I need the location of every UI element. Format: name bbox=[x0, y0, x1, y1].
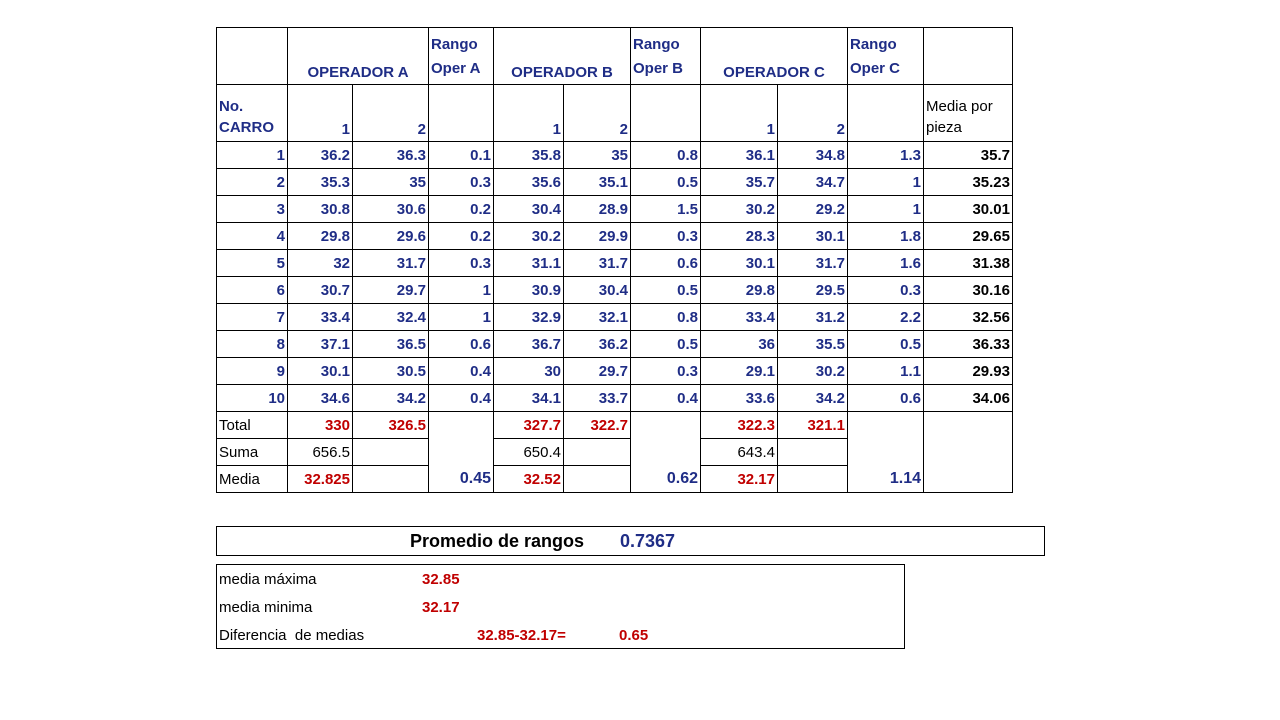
header-b-trial-2: 2 bbox=[564, 85, 631, 142]
cell-b1: 35.8 bbox=[494, 142, 564, 169]
cell-range-a: 0.4 bbox=[429, 358, 494, 385]
cell-a1: 37.1 bbox=[288, 331, 353, 358]
cell-c2: 30.2 bbox=[778, 358, 848, 385]
rango-promedio-b: 0.62 bbox=[631, 412, 701, 493]
suma-b-blank bbox=[564, 439, 631, 466]
table-row bbox=[217, 142, 1013, 169]
media-minima-value: 32.17 bbox=[422, 599, 460, 616]
cell-a1: 32 bbox=[288, 250, 353, 277]
cell-media: 30.01 bbox=[924, 196, 1013, 223]
cell-range-a: 0.6 bbox=[429, 331, 494, 358]
header-row-operators bbox=[217, 28, 1013, 85]
header-media-por-pieza: Media por pieza bbox=[924, 85, 1013, 142]
cell-a2: 34.2 bbox=[353, 385, 429, 412]
cell-c2: 30.1 bbox=[778, 223, 848, 250]
cell-c2: 34.7 bbox=[778, 169, 848, 196]
cell-range-c: 1.3 bbox=[848, 142, 924, 169]
diferencia-medias-label: Diferencia de medias bbox=[219, 627, 365, 644]
cell-b1: 30.9 bbox=[494, 277, 564, 304]
cell-a1: 30.1 bbox=[288, 358, 353, 385]
diferencia-medias-box bbox=[216, 564, 905, 649]
header-rango-b: Rango Oper B bbox=[631, 28, 701, 85]
cell-range-b: 0.3 bbox=[631, 223, 701, 250]
header-rc-blank bbox=[848, 85, 924, 142]
header-blank-end bbox=[924, 28, 1013, 85]
header-ra-blank bbox=[429, 85, 494, 142]
media-maxima-label: media máxima bbox=[219, 571, 317, 588]
cell-a1: 30.8 bbox=[288, 196, 353, 223]
rango-promedio-a: 0.45 bbox=[429, 412, 494, 493]
cell-range-c: 1 bbox=[848, 196, 924, 223]
table-row bbox=[217, 385, 1013, 412]
cell-c2: 34.2 bbox=[778, 385, 848, 412]
cell-carro: 2 bbox=[217, 169, 288, 196]
cell-b1: 36.7 bbox=[494, 331, 564, 358]
cell-b1: 30 bbox=[494, 358, 564, 385]
cell-a2: 30.5 bbox=[353, 358, 429, 385]
suma-a: 656.5 bbox=[288, 439, 353, 466]
cell-b2: 35 bbox=[564, 142, 631, 169]
cell-range-c: 0.3 bbox=[848, 277, 924, 304]
cell-a2: 29.6 bbox=[353, 223, 429, 250]
cell-a2: 35 bbox=[353, 169, 429, 196]
cell-carro: 7 bbox=[217, 304, 288, 331]
cell-c1: 28.3 bbox=[701, 223, 778, 250]
cell-media: 29.65 bbox=[924, 223, 1013, 250]
suma-c-blank bbox=[778, 439, 848, 466]
cell-range-b: 0.3 bbox=[631, 358, 701, 385]
cell-a2: 29.7 bbox=[353, 277, 429, 304]
header-no-carro: No. CARRO bbox=[217, 85, 288, 142]
cell-range-b: 0.6 bbox=[631, 250, 701, 277]
cell-b2: 32.1 bbox=[564, 304, 631, 331]
media-minima-label: media minima bbox=[219, 599, 313, 616]
cell-b1: 32.9 bbox=[494, 304, 564, 331]
cell-c1: 30.1 bbox=[701, 250, 778, 277]
cell-range-b: 0.8 bbox=[631, 304, 701, 331]
table-row bbox=[217, 196, 1013, 223]
cell-range-c: 0.5 bbox=[848, 331, 924, 358]
cell-range-c: 0.6 bbox=[848, 385, 924, 412]
cell-c1: 29.8 bbox=[701, 277, 778, 304]
rango-promedio-c: 1.14 bbox=[848, 412, 924, 493]
cell-a1: 30.7 bbox=[288, 277, 353, 304]
cell-a1: 29.8 bbox=[288, 223, 353, 250]
cell-a1: 35.3 bbox=[288, 169, 353, 196]
header-a-trial-2: 2 bbox=[353, 85, 429, 142]
header-c-trial-1: 1 bbox=[701, 85, 778, 142]
cell-range-a: 0.1 bbox=[429, 142, 494, 169]
cell-range-b: 0.8 bbox=[631, 142, 701, 169]
cell-range-a: 0.2 bbox=[429, 196, 494, 223]
cell-c2: 34.8 bbox=[778, 142, 848, 169]
cell-media: 32.56 bbox=[924, 304, 1013, 331]
cell-b2: 31.7 bbox=[564, 250, 631, 277]
media-label: Media bbox=[217, 466, 288, 493]
table-row bbox=[217, 223, 1013, 250]
total-c2: 321.1 bbox=[778, 412, 848, 439]
cell-b1: 31.1 bbox=[494, 250, 564, 277]
cell-range-c: 1.6 bbox=[848, 250, 924, 277]
total-b2: 322.7 bbox=[564, 412, 631, 439]
cell-a1: 34.6 bbox=[288, 385, 353, 412]
table-row bbox=[217, 358, 1013, 385]
cell-carro: 6 bbox=[217, 277, 288, 304]
cell-media: 34.06 bbox=[924, 385, 1013, 412]
cell-range-b: 0.4 bbox=[631, 385, 701, 412]
header-operador-b: OPERADOR B bbox=[494, 28, 631, 85]
cell-media: 31.38 bbox=[924, 250, 1013, 277]
cell-carro: 8 bbox=[217, 331, 288, 358]
cell-media: 35.23 bbox=[924, 169, 1013, 196]
table-row bbox=[217, 331, 1013, 358]
cell-media: 30.16 bbox=[924, 277, 1013, 304]
header-rb-blank bbox=[631, 85, 701, 142]
cell-range-c: 1.8 bbox=[848, 223, 924, 250]
cell-range-a: 0.3 bbox=[429, 250, 494, 277]
cell-b1: 35.6 bbox=[494, 169, 564, 196]
cell-a1: 36.2 bbox=[288, 142, 353, 169]
cell-c2: 35.5 bbox=[778, 331, 848, 358]
promedio-rangos-value: 0.7367 bbox=[620, 531, 676, 551]
cell-b2: 35.1 bbox=[564, 169, 631, 196]
cell-c1: 36 bbox=[701, 331, 778, 358]
suma-c: 643.4 bbox=[701, 439, 778, 466]
cell-a2: 36.5 bbox=[353, 331, 429, 358]
cell-b1: 30.2 bbox=[494, 223, 564, 250]
cell-c1: 29.1 bbox=[701, 358, 778, 385]
cell-c1: 30.2 bbox=[701, 196, 778, 223]
cell-range-a: 0.3 bbox=[429, 169, 494, 196]
rr-data-table bbox=[216, 27, 1013, 493]
cell-range-a: 0.4 bbox=[429, 385, 494, 412]
cell-carro: 5 bbox=[217, 250, 288, 277]
total-row bbox=[217, 412, 1013, 439]
cell-range-c: 2.2 bbox=[848, 304, 924, 331]
cell-a2: 30.6 bbox=[353, 196, 429, 223]
cell-b2: 28.9 bbox=[564, 196, 631, 223]
promedio-rangos-box bbox=[216, 526, 1045, 556]
cell-b1: 30.4 bbox=[494, 196, 564, 223]
table-row bbox=[217, 304, 1013, 331]
cell-c1: 35.7 bbox=[701, 169, 778, 196]
diferencia-result: 0.65 bbox=[619, 627, 649, 644]
suma-a-blank bbox=[353, 439, 429, 466]
header-a-trial-1: 1 bbox=[288, 85, 353, 142]
cell-range-c: 1.1 bbox=[848, 358, 924, 385]
table-row bbox=[217, 277, 1013, 304]
total-a2: 326.5 bbox=[353, 412, 429, 439]
cell-b2: 30.4 bbox=[564, 277, 631, 304]
media-b-blank bbox=[564, 466, 631, 493]
header-operador-a: OPERADOR A bbox=[288, 28, 429, 85]
media-a: 32.825 bbox=[288, 466, 353, 493]
cell-c1: 33.4 bbox=[701, 304, 778, 331]
cell-b2: 33.7 bbox=[564, 385, 631, 412]
cell-c1: 33.6 bbox=[701, 385, 778, 412]
media-c: 32.17 bbox=[701, 466, 778, 493]
cell-range-c: 1 bbox=[848, 169, 924, 196]
header-blank bbox=[217, 28, 288, 85]
suma-label: Suma bbox=[217, 439, 288, 466]
cell-a2: 31.7 bbox=[353, 250, 429, 277]
media-maxima-value: 32.85 bbox=[422, 571, 460, 588]
cell-range-a: 1 bbox=[429, 277, 494, 304]
cell-carro: 1 bbox=[217, 142, 288, 169]
media-b: 32.52 bbox=[494, 466, 564, 493]
cell-range-b: 0.5 bbox=[631, 331, 701, 358]
header-c-trial-2: 2 bbox=[778, 85, 848, 142]
total-a1: 330 bbox=[288, 412, 353, 439]
media-c-blank bbox=[778, 466, 848, 493]
cell-b2: 29.7 bbox=[564, 358, 631, 385]
cell-carro: 3 bbox=[217, 196, 288, 223]
header-rango-c: Rango Oper C bbox=[848, 28, 924, 85]
header-operador-c: OPERADOR C bbox=[701, 28, 848, 85]
header-row-trials bbox=[217, 85, 1013, 142]
cell-b2: 36.2 bbox=[564, 331, 631, 358]
total-b1: 327.7 bbox=[494, 412, 564, 439]
promedio-rangos-label: Promedio de rangos bbox=[410, 531, 585, 551]
cell-carro: 4 bbox=[217, 223, 288, 250]
cell-b2: 29.9 bbox=[564, 223, 631, 250]
cell-c2: 31.7 bbox=[778, 250, 848, 277]
cell-carro: 10 bbox=[217, 385, 288, 412]
total-c1: 322.3 bbox=[701, 412, 778, 439]
diferencia-formula: 32.85-32.17= bbox=[477, 627, 566, 644]
header-rango-a: Rango Oper A bbox=[429, 28, 494, 85]
cell-c2: 29.5 bbox=[778, 277, 848, 304]
header-b-trial-1: 1 bbox=[494, 85, 564, 142]
table-row bbox=[217, 169, 1013, 196]
media-a-blank bbox=[353, 466, 429, 493]
table-row bbox=[217, 250, 1013, 277]
cell-range-b: 0.5 bbox=[631, 277, 701, 304]
cell-media: 35.7 bbox=[924, 142, 1013, 169]
cell-a2: 36.3 bbox=[353, 142, 429, 169]
table-body bbox=[217, 28, 1013, 493]
cell-range-a: 0.2 bbox=[429, 223, 494, 250]
cell-range-a: 1 bbox=[429, 304, 494, 331]
cell-c2: 29.2 bbox=[778, 196, 848, 223]
cell-media: 36.33 bbox=[924, 331, 1013, 358]
total-label: Total bbox=[217, 412, 288, 439]
cell-a1: 33.4 bbox=[288, 304, 353, 331]
cell-range-b: 0.5 bbox=[631, 169, 701, 196]
suma-b: 650.4 bbox=[494, 439, 564, 466]
cell-carro: 9 bbox=[217, 358, 288, 385]
cell-media: 29.93 bbox=[924, 358, 1013, 385]
cell-range-b: 1.5 bbox=[631, 196, 701, 223]
cell-b1: 34.1 bbox=[494, 385, 564, 412]
footer-blank bbox=[924, 412, 1013, 493]
cell-c2: 31.2 bbox=[778, 304, 848, 331]
cell-a2: 32.4 bbox=[353, 304, 429, 331]
cell-c1: 36.1 bbox=[701, 142, 778, 169]
